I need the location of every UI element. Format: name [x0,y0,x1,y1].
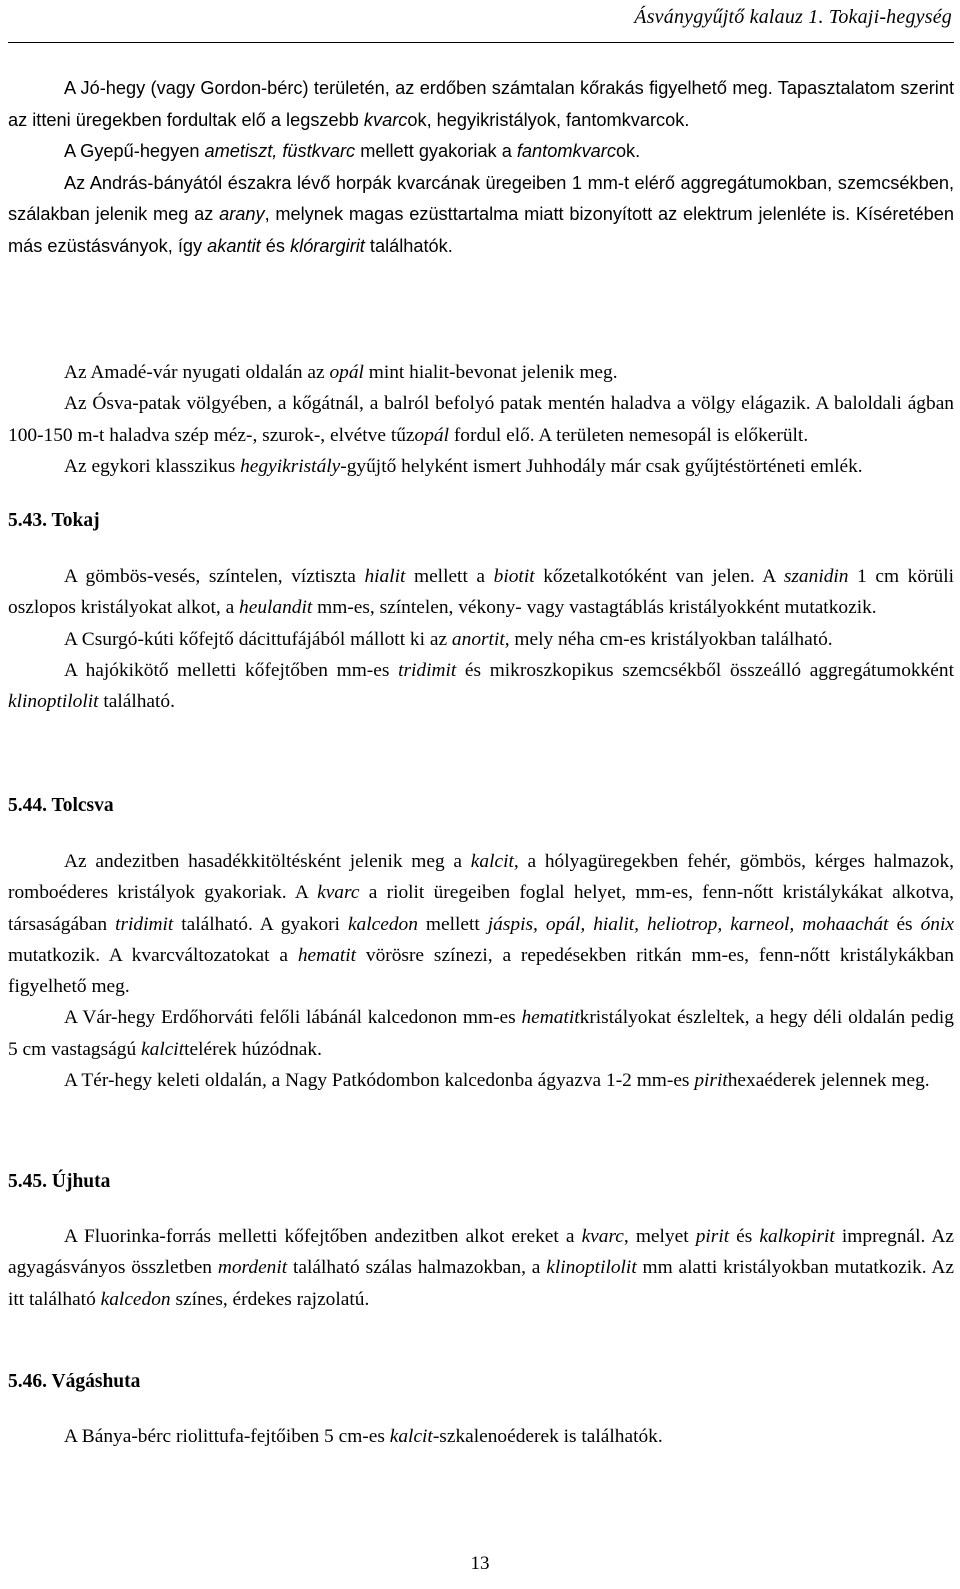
paragraph: A Csurgó-kúti kőfejtő dácittufájából mállott ki az anortit, mely néha cm-es kristályokban található. [64,628,833,650]
paragraph: A Jó-hegy (vagy Gordon-bérc) területén, az erdőben számtalan kőrakás figyelhető meg. Tapasztalatom szerint az itteni üregekben fordultak elő a legszebb kvarcok, hegyikristályok, fantomkvarcok. [8,78,954,130]
intro-block-serif [8,357,954,482]
header-rule [8,42,954,43]
paragraph: A gömbös-vesés, színtelen, víztiszta hialit mellett a biotit kőzetalkotóként van jelen. A szanidin 1 cm körüli oszlopos kristályokat alkot, a heulandit mm-es, színtelen, vékony- vagy vastagtáblás kristályokként mutatkozik. [8,566,955,619]
section-body-tokaj [8,561,954,717]
section-heading-tolcsva: 5.44. Tolcsva [8,795,114,816]
paragraph: A hajókikötő melletti kőfejtőben mm-es tridimit és mikroszkopikus szemcsékből összeálló aggregátumokként klinoptilolit található. [8,659,954,713]
page-number: 13 [470,1553,490,1574]
paragraph: Az egykori klasszikus hegyikristály-gyűjtő helyként ismert Juhhodály már csak gyűjtéstörténeti emlék. [64,455,863,477]
paragraph: Az andezitben hasadékkitöltésként jelenik meg a kalcit, a hólyagüregekben fehér, gömbös, kérges halmazok, romboéderes kristályok gyakoriak. A kvarc a riolit üregeiben foglal helyet, mm-es, fenn-nőtt kristálykákat alkotva, társaságában tridimit található. A gyakori kalcedon mellett jáspis, opál, hialit, heliotrop, karneol, mohaachát és ónix mutatkozik. A kvarcváltozatokat a hematit vörösre színezi, a repedésekben ritkán mm-es, fenn-nőtt kristálykákban figyelhető meg. [8,851,954,998]
paragraph: A Vár-hegy Erdőhorváti felőli lábánál kalcedonon mm-es hematitkristályokat észleltek, a hegy déli oldalán pedig 5 cm vastagságú kalcittelérek húzódnak. [8,1007,954,1060]
paragraph: A Tér-hegy keleti oldalán, a Nagy Patkódombon kalcedonba ágyazva 1-2 mm-es pirithexaéderek jelennek meg. [64,1070,930,1092]
section-heading-vagashuta: 5.46. Vágáshuta [8,1371,141,1392]
section-body-vagashuta [8,1421,954,1452]
paragraph: A Fluorinka-forrás melletti kőfejtőben andezitben alkot ereket a kvarc, melyet pirit és kalkopirit impregnál. Az agyagásványos összletben mordenit található szálas halmazokban, a klinoptilolit mm alatti kristályokban mutatkozik. Az itt található kalcedon színes, érdekes rajzolatú. [8,1226,955,1310]
section-body-ujhuta [8,1221,954,1315]
section-body-tolcsva [8,846,954,1096]
paragraph: Az András-bányától északra lévő horpák kvarcának üregeiben 1 mm-t elérő aggregátumokban, szemcsékben, szálakban jelenik meg az arany, melynek magas ezüsttartalma miatt bizonyított az elektrum jelenléte is. Kíséretében más ezüstásványok, így akantit és klórargirit találhatók. [8,172,955,256]
paragraph: A Gyepű-hegyen ametiszt, füstkvarc mellett gyakoriak a fantomkvarcok. [64,141,641,161]
paragraph: A Bánya-bérc riolittufa-fejtőiben 5 cm-es kalcit-szkalenoéderek is találhatók. [64,1426,663,1447]
paragraph: Az Ósva-patak völgyében, a kőgátnál, a balról befolyó patak mentén haladva a völgy elágazik. A baloldali ágban 100-150 m-t haladva szép méz-, szurok-, elvétve tűzopál fordul elő. A területen nemesopál is előkerült. [8,393,954,446]
intro-block [8,73,954,262]
paragraph: Az Amadé-vár nyugati oldalán az opál mint hialit-bevonat jelenik meg. [64,362,618,383]
running-header: Ásványgyűjtő kalauz 1. Tokaji-hegység [634,6,952,28]
section-heading-tokaj: 5.43. Tokaj [8,510,100,531]
section-heading-ujhuta: 5.45. Újhuta [8,1171,111,1192]
